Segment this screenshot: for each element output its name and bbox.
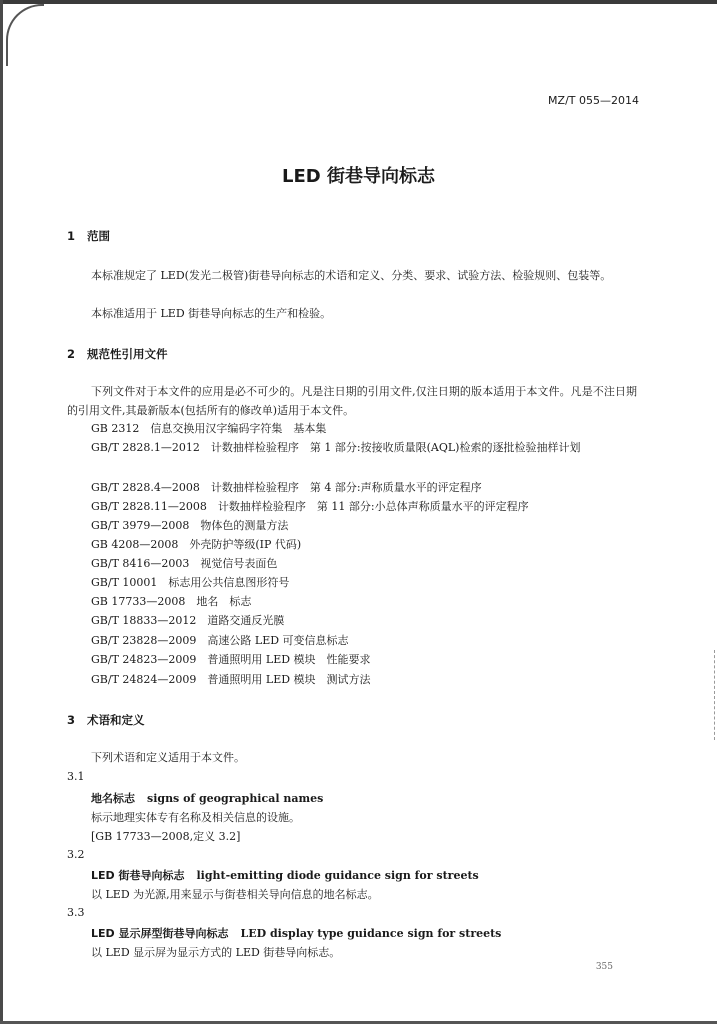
reference-item: GB 17733—2008 地名 标志 (91, 595, 252, 608)
section-number: 1 (67, 229, 76, 243)
term-definition: 以 LED 为光源,用来显示与街巷相关导向信息的地名标志。 (91, 888, 379, 901)
section-3-intro: 下列术语和定义适用于本文件。 (91, 751, 245, 764)
section-title: 术语和定义 (87, 713, 145, 727)
reference-item: GB/T 18833—2012 道路交通反光膜 (91, 614, 285, 627)
document-title: LED 街巷导向标志 (282, 166, 435, 187)
section-title: 规范性引用文件 (87, 347, 168, 361)
term-definition: 标示地理实体专有名称及相关信息的设施。 (91, 811, 300, 824)
reference-item: GB 2312 信息交换用汉字编码字符集 基本集 (91, 422, 327, 435)
scan-top-edge (0, 0, 717, 4)
reference-item-wrapped: GB/T 2828.1—2012 计数抽样检验程序 第 1 部分:按接收质量限(AQL)检索的逐批检验抽样计划 (91, 441, 581, 454)
section-1-paragraph: 本标准规定了 LED(发光二极管)街巷导向标志的术语和定义、分类、要求、试验方法、检验规则、包装等。 (91, 269, 612, 282)
reference-item: GB/T 24824—2009 普通照明用 LED 模块 测试方法 (91, 673, 371, 686)
reference-item: GB/T 10001 标志用公共信息图形符号 (91, 576, 290, 589)
section-number: 2 (67, 347, 76, 361)
scan-left-edge (0, 0, 3, 1024)
term-number: 3.2 (67, 848, 85, 861)
section-2-intro: 下列文件对于本文件的应用是必不可少的。凡是注日期的引用文件,仅注日期的版本适用于本文件。凡是不注日期的引用文件,其最新版本(包括所有的修改单)适用于本文件。 (67, 385, 637, 417)
term-name-zh: LED 显示屏型街巷导向标志 (91, 927, 229, 940)
term-name-en: signs of geographical names (147, 792, 324, 805)
term-number: 3.3 (67, 906, 85, 919)
term-name-zh: LED 街巷导向标志 (91, 869, 185, 882)
scan-page-curl (6, 4, 44, 66)
term-name (91, 925, 501, 941)
term-name (91, 867, 479, 883)
reference-item: GB 4208—2008 外壳防护等级(IP 代码) (91, 538, 302, 551)
term-name-zh: 地名标志 (91, 792, 135, 805)
scan-right-artifact (713, 650, 715, 740)
term-name (91, 790, 323, 806)
section-1-paragraph: 本标准适用于 LED 街巷导向标志的生产和检验。 (91, 307, 332, 320)
page-number: 355 (595, 962, 613, 972)
section-number: 3 (67, 713, 76, 727)
standard-code: MZ/T 055—2014 (548, 94, 639, 107)
term-name-en: LED display type guidance sign for streets (240, 927, 502, 940)
reference-item: GB/T 2828.4—2008 计数抽样检验程序 第 4 部分:声称质量水平的评定程序 (91, 481, 482, 494)
reference-item: GB/T 3979—2008 物体色的测量方法 (91, 519, 289, 532)
term-number: 3.1 (67, 770, 85, 783)
section-3-heading (67, 712, 145, 728)
section-title: 范围 (87, 229, 110, 243)
reference-item: GB/T 23828—2009 高速公路 LED 可变信息标志 (91, 634, 349, 647)
reference-item: GB/T 2828.11—2008 计数抽样检验程序 第 11 部分:小总体声称质量水平的评定程序 (91, 500, 529, 513)
term-source: [GB 17733—2008,定义 3.2] (91, 830, 241, 843)
section-1-heading (67, 228, 110, 244)
term-definition: 以 LED 显示屏为显示方式的 LED 街巷导向标志。 (91, 946, 341, 959)
reference-item: GB/T 24823—2009 普通照明用 LED 模块 性能要求 (91, 653, 371, 666)
reference-item: GB/T 8416—2003 视觉信号表面色 (91, 557, 278, 570)
term-name-en: light-emitting diode guidance sign for streets (196, 869, 479, 882)
section-2-heading (67, 346, 168, 362)
